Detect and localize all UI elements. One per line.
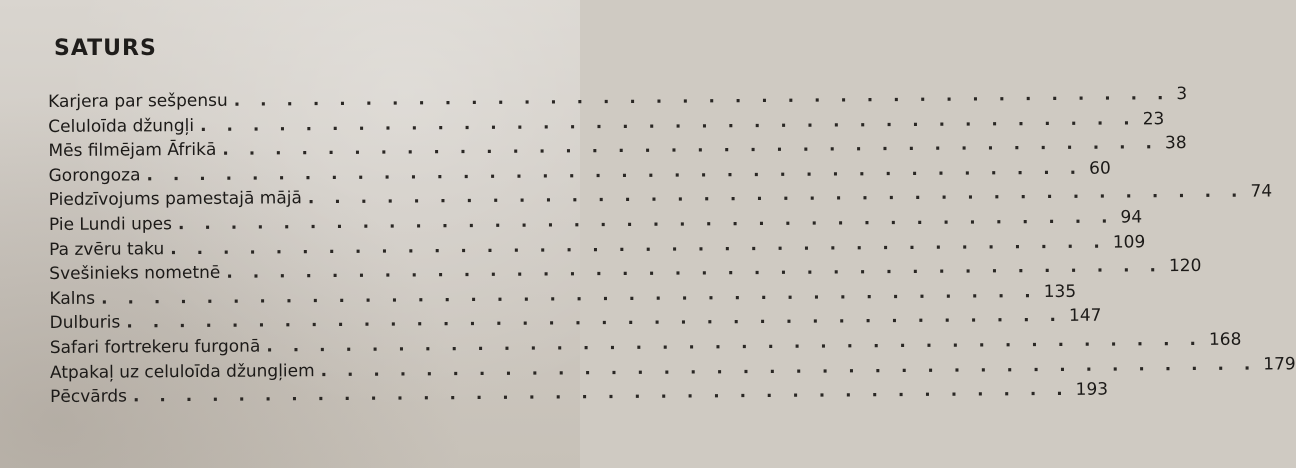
- toc-entry: [50, 379, 1109, 412]
- toc-entry: [48, 84, 1188, 117]
- toc-entry: [49, 329, 1242, 362]
- toc-entry-title: Pēcvārds: [50, 386, 128, 408]
- toc-entry-title: Dulburis: [49, 312, 121, 334]
- toc-entry-title: Gorongoza: [48, 165, 141, 186]
- dot-leader: . . . . . . . . . . . . . . . . . . . . . . . . . . . . . . . . . . . .: [170, 232, 1107, 259]
- table-of-contents: [48, 84, 1296, 412]
- toc-entry-title: Mēs filmējam Āfrikā: [48, 140, 217, 162]
- dot-leader: . . . . . . . . . . . . . . . . . . . . . . . . . . . . . . . . . . . .: [233, 84, 1171, 111]
- dot-leader: . . . . . . . . . . . . . . . . . . . . . . . . . . . . . . . . . . . .: [132, 380, 1070, 407]
- toc-entry: [48, 181, 1273, 215]
- dot-leader: . . . . . . . . . . . . . . . . . . . . . . . . . . . . . . . . . . . .: [146, 158, 1084, 186]
- toc-entry-page: 3: [1176, 84, 1188, 105]
- dot-leader: . . . . . . . . . . . . . . . . . . . . . . . . . . . . . . . . . . . .: [100, 281, 1038, 309]
- toc-entry-title: Kalns: [49, 288, 96, 309]
- toc-entry-title: Safari fortrekeru furgonā: [49, 336, 261, 358]
- toc-entry-title: Karjera par sešpensu: [48, 90, 228, 112]
- dot-leader: . . . . . . . . . . . . . . . . . . . . . . . . . . . . . . . . . . . .: [307, 182, 1245, 209]
- toc-entry-title: Piedzīvojums pamestajā mājā: [48, 188, 302, 211]
- dot-leader: . . . . . . . . . . . . . . . . . . . . . . . . . . . . . . . . . . . .: [226, 256, 1164, 283]
- toc-entry-title: Pie Lundi upes: [48, 214, 172, 235]
- toc-entry: [48, 158, 1111, 190]
- toc-entry-page: 74: [1250, 181, 1273, 202]
- toc-entry-title: Celuloīda džungļi: [48, 115, 195, 137]
- dot-leader: . . . . . . . . . . . . . . . . . . . . . . . . . . . . . . . . . . . .: [320, 354, 1258, 381]
- toc-entry-page: 109: [1112, 231, 1146, 253]
- toc-entry: [48, 108, 1165, 141]
- dot-leader: . . . . . . . . . . . . . . . . . . . . . . . . . . . . . . . . . . . .: [266, 329, 1204, 357]
- toc-entry: [48, 133, 1187, 166]
- toc-entry-page: 147: [1068, 305, 1102, 327]
- toc-entry-title: Pa zvēru taku: [49, 238, 165, 260]
- toc-entry: [49, 231, 1146, 264]
- dot-leader: . . . . . . . . . . . . . . . . . . . . . . . . . . . . . . . . . . . .: [222, 133, 1160, 160]
- toc-entry-page: 60: [1089, 158, 1111, 179]
- dot-leader: . . . . . . . . . . . . . . . . . . . . . . . . . . . . . . . . . . . .: [199, 108, 1137, 136]
- toc-entry-title: Atpakaļ uz celuloīda džungļiem: [49, 360, 315, 383]
- dot-leader: . . . . . . . . . . . . . . . . . . . . . . . . . . . . . . . . . . . .: [177, 207, 1115, 235]
- toc-entry: [49, 305, 1102, 338]
- page-title: SATURS: [54, 36, 157, 61]
- toc-entry: [49, 256, 1202, 289]
- toc-entry: [48, 207, 1143, 240]
- toc-entry-page: 38: [1164, 133, 1187, 154]
- toc-entry: [49, 281, 1077, 313]
- toc-entry-page: 179: [1263, 353, 1296, 375]
- toc-entry-page: 23: [1142, 108, 1165, 129]
- dot-leader: . . . . . . . . . . . . . . . . . . . . . . . . . . . . . . . . . . . .: [126, 306, 1064, 333]
- toc-entry-page: 168: [1208, 329, 1242, 350]
- toc-entry-page: 120: [1168, 256, 1202, 277]
- toc-entry: [49, 353, 1296, 387]
- toc-entry-page: 135: [1043, 281, 1077, 302]
- toc-entry-page: 94: [1120, 207, 1143, 228]
- toc-entry-title: Svešinieks nometnē: [49, 262, 221, 285]
- toc-entry-page: 193: [1075, 379, 1109, 400]
